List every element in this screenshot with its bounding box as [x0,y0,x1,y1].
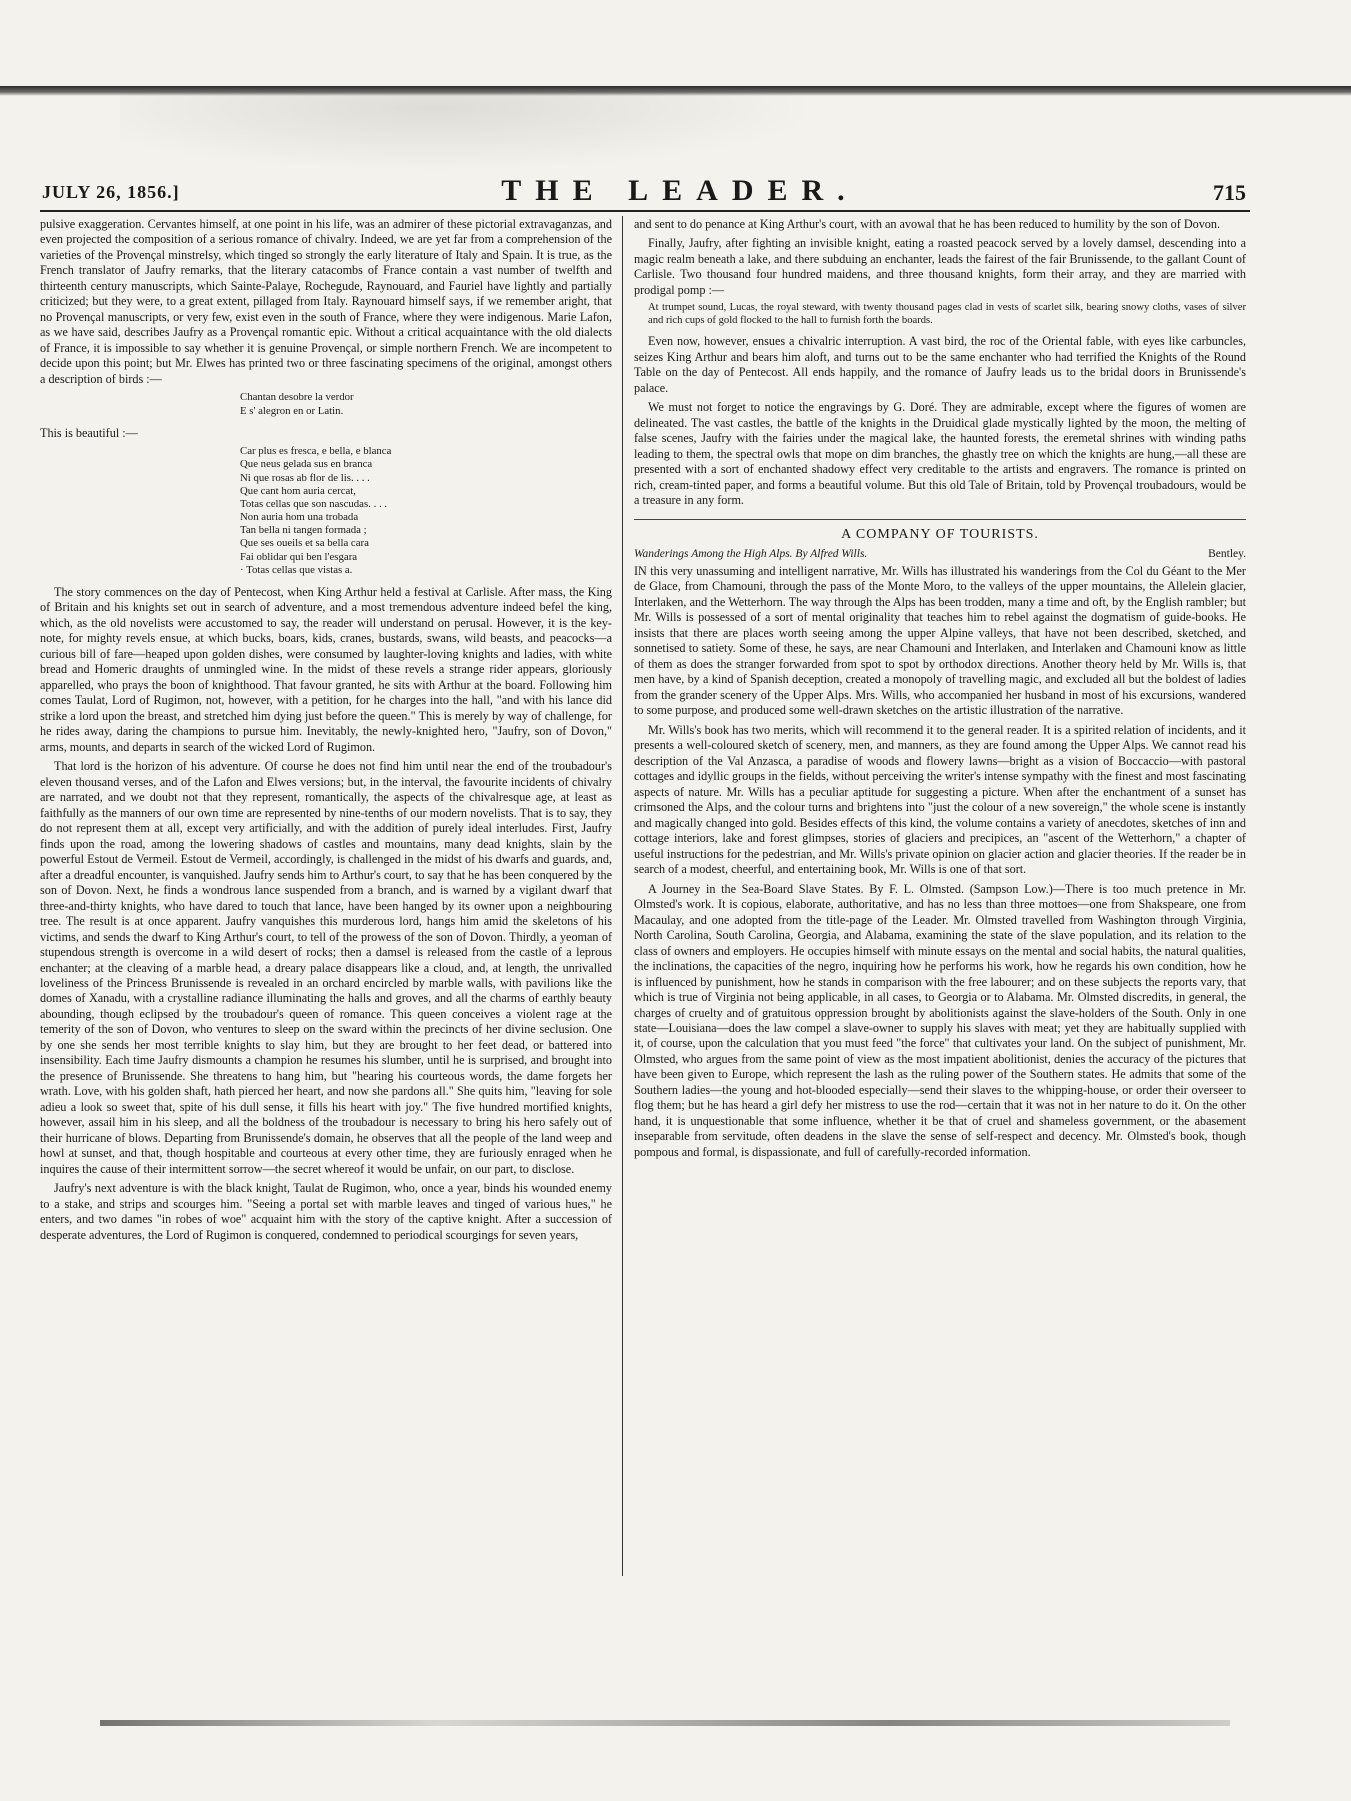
review-byline [634,547,1246,562]
verse-line: Chantan desobre la verdor [240,391,354,404]
issue-date: JULY 26, 1856.] [42,182,180,202]
paragraph: and sent to do penance at King Arthur's court, with an avowal that he has been reduced to humility by the son of Dovon. [634,217,1221,231]
paragraph: We must not forget to notice the engravings by G. Doré. They are admirable, except where the figures of women are delineated. The vast castles, the battle of the knights in the Druidical glade mystically lighted by the moon, the melting of false scenes, Jaufry with the fairies under the magical lake, the haunted forests, the eremetal shrines with winding paths leading to them, the spectral owls that mope on dim branches, the ghastly tree on which the knights are hung,—all these are presented with a sort of enchanted shadowy effect very creditable to the artists and engravers. The romance is printed on rich, cream-tinted paper, and forms a beautiful volume. But this old Tale of Britain, told by Provençal troubadours, would be a treasure in any form. [634,400,1246,508]
paragraph: A Journey in the Sea-Board Slave States. By F. L. Olmsted. (Sampson Low.)—There is too much pretence in Mr. Olmsted's work. It is copious, elaborate, authoritative, and has no less than three mottoes—one from Shakspeare, one from Macaulay, and one adopted from the title-page of the Leader. Mr. Olmsted travelled from Washington through Virginia, North Carolina, South Carolina, Georgia, and Alabama, examining the state of the slave population, and its relation to the class of owners and employers. He occupies himself with minute essays on the mental and social habits, the natural qualities, the inclinations, the capacities of the negro, inquiring how he performs his work, how he regards his own condition, how he is influenced by punishment, how he stands in comparison with the free labourer; and on these subjects the reports vary, that which is true of Virginia not being applicable, in all cases, to Georgia or to Alabama. Mr. Olmsted discredits, in general, the charges of cruelty and of gratuitous oppression brought by abolitionists against the slave-holders of the South. Only in one state—Louisiana—does the law compel a slave-owner to supply his slaves with meat; yet they are habitually supplied with it, of course, upon the calculation that you must feed "the force" that cultivates your land. On the subject of punishment, Mr. Olmsted, who argues from the same point of view as the most impatient abolitionist, denies the accuracy of the pictures that have been given to Europe, which represent the lash as the ruling power of the Southern states. He admits that some of the Southern ladies—the young and hot-blooded especially—send their slaves to the whipping-house, or order their overseer to flog them; but he has heard a girl defy her mistress to use the rod—certain that it was not in her nature to do it. On the other hand, it is unquestionable that some influence, whether it be that of cruel and shameless government, or the abasement inseparable from servitude, often deadens in the slave the sense of self-respect and decency. Mr. Olmsted's book, though pompous and formal, is dispassionate, and full of carefully-recorded information. [634,881,1246,1159]
block-quote: At trumpet sound, Lucas, the royal steward, with twenty thousand pages clad in vests of scarlet silk, bearing snowy cloths, vases of silver and rich cups of gold flocked to the hall to furnish forth the boards. [648,302,1246,327]
paragraph: This is beautiful :— [40,425,138,440]
review-book-title: Wanderings Among the High Alps. By Alfred Wills. [634,548,868,561]
verse-line: Que neus gelada sus en branca [240,458,373,471]
verse-line: Non auria hom una trobada [240,511,359,524]
page-number: 715 [1213,180,1246,205]
verse-line: Fai oblidar qui ben l'esgara [240,550,358,563]
verse-line: E s' alegron en or Latin. [240,404,344,417]
verse-line: · Totas cellas que vistas a. [240,563,353,576]
paragraph: Mr. Wills's book has two merits, which will recommend it to the general reader. It is a spirited relation of incidents, and it presents a well-coloured sketch of scenery, men, and manners, as they are found among the Upper Alps. We cannot read his description of the Val Anzasca, a paradise of woods and flowery lawns—bright as a vision of Boccaccio—with pastoral cottages and idyllic groups in the fields, without perceiving the writer's intense sympathy with the finest and most fascinating aspects of nature. Mr. Wills has a peculiar aptitude for suggesting a picture. When after the enchantment of a sunset has crimsoned the Alps, and the colour turns and brightens into "just the colour of a new sovereign," the whole scene is instantly and magically changed into gold. Besides effects of this kind, the volume contains a variety of anecdotes, sketches of inn and cottage interiors, lake and forest glimpses, stories of glaciers and precipices, an "ascent of the Wetterhorn," a chapter of useful instructions for the pedestrian, and Mr. Wills's private opinion on glacier action and glacier theories. If the reader be in search of a modest, cheerful, and entertaining book, Mr. Wills is one of that sort. [634,722,1246,877]
scan-bottom-mark [100,1720,1230,1726]
left-column [40,217,612,1247]
paragraph: pulsive exaggeration. Cervantes himself, at one point in his life, was an admirer of these pictorial extravaganzas, and even projected the composition of a serious romance of chivalry. Indeed, we are yet far from a comprehension of the varieties of the Provençal minstrelsy, which tinged so strongly the early literature of Italy and Spain. It is true, as the French translator of Jaufry remarks, that the literary catacombs of France contain a vast number of twelfth and thirteenth century manuscripts, which Sainte-Palaye, Rochegude, Raynouard, and Fauriel have lightly and partially criticized; but they were, to a great extent, pillaged from Italy. Raynouard himself says, if we remember aright, that no Provençal manuscripts, or very few, exist even in the south of France, where they were indigenous. Marie Lafon, as we have said, describes Jaufry as a Provençal romantic epic. Without a critical acquaintance with the old dialects of France, it is impossible to say whether it is genuine Provençal, or simple northern French. We are incompetent to decide upon this point; but Mr. Elwes has printed two or three fascinating specimens of the original, amongst others a description of birds :— [40,217,612,386]
paragraph: The story commences on the day of Pentecost, when King Arthur held a festival at Carlisle. After mass, the King of Britain and his knights set out in search of adventure, and a most tremendous adventure indeed befel the king, which, as the old novelists were accustomed to say, the reader will understand on perusal. However, it is the key-note, for mighty revels ensue, at which bucks, boars, kids, cranes, bustards, swans, wild beasts, and peacocks—a curious bill of fare—heaped upon golden dishes, were consumed by laughter-loving knights and ladies, with white bread and Homeric draughts of unmingled wine. In the midst of these revels a strange rider appears, gloriously apparelled, who prays the boon of knighthood. That favour granted, he sits with Arthur at the board. Following him comes Taulat, Lord of Rugimon, not, however, with a petition, for he charges into the hall, "and with his lance did strike a lord upon the breast, and stretched him dying just before the queen." This is merely by way of challenge, for he rides away, daring the champions to pursue him. Inevitably, the newly-knighted hero, "Jaufry, son of Dovon," arms, mounts, and departs in search of the wicked Lord of Rugimon. [40,584,612,754]
paragraph: That lord is the horizon of his adventure. Of course he does not find him until near the end of the troubadour's eleven thousand verses, and of the Lafon and Elwes versions; but, in the interval, the favourite incidents of chivalry are narrated, and we doubt not that they represent, romantically, the aspects of the chivalresque age, at least as faithfully as the manners of our own time are represented by nine-tenths of our modern novelists. That is to say, they do not represent them at all, except very artificially, and with the addition of purely ideal interludes. First, Jaufry finds upon the road, among the lowering shadows of castles and mountains, many dead knights, slain by the powerful Estout de Vermeil. Estout de Vermeil, accordingly, is challenged in the midst of his dwarfs and guards, and, after a dreadful encounter, is vanquished. Jaufry sends him to Arthur's court, to say that he has been conquered by the son of Dovon. Next, he finds a wondrous lance suspended from a branch, and is warned by a vigilant dwarf that three-and-thirty knights, who have dared to touch that lance, have been hanged by its owner upon a neighbouring tree. The result is at once apparent. Jaufry vanquishes this murderous lord, hangs him amid the skeletons of his victims, and sends the dwarf to King Arthur's court, to tell of the prowess of the son of Dovon. Thirdly, a yeoman of stupendous strength is overcome in a wild desert of rocks; then a damsel is released from the castle of a leprous enchanter; at the cleaving of a marble head, a dreary palace disappears like a cloud, and, at length, the unrivalled loveliness of the Princess Brunissende is revealed in an orchard encircled by marble walls, with pavilions like the domes of Xanadu, with a crystalline radiance illuminating the halls and groves, and all the charms of earthly beauty abounding, though eclipsed by the troubadour's queen of romance. This queen conceives a violent rage at the temerity of the son of Dovon, who ventures to sleep on the sward within the precincts of her divine seclusion. One by one she sends her most terrible knights to slay him, but they are brought to her feet dead, or battered into insensibility. Each time Jaufry dismounts a champion he resumes his slumber, until he is surprised, and brought into the presence of Brunissende. She threatens to hang him, but "hearing his courteous words, the dame forgets her wrath. Love, with his golden shaft, hath pierced her heart, and now she pardons all." She quits him, "leaving for sole adieu a look so sweet that, spite of his dull sense, it fills his heart with joy." The five hundred mortified knights, however, assail him in his sleep, and all the boldness of the troubadour is necessary to bring his hero safely out of their hurricane of blows. Departing from Brunissende's domain, he observes that all the people of the land weep and howl at sunset, and that, though hospitable and courteous at every other time, they are furiously enraged when he inquires the cause of their intermittent sorrow—the secret whereof it would be unfair, on our part, to disclose. [40,759,612,1176]
verse-line: Totas cellas que son nascudas. . . . [240,497,388,510]
verse-line: Tan bella ni tangen formada ; [240,524,367,537]
masthead [40,170,1250,212]
verse-line: Que ses oueils et sa bella cara [240,537,369,550]
paragraph: Jaufry's next adventure is with the black knight, Taulat de Rugimon, who, once a year, binds his wounded enemy to a stake, and strips and scourges him. "Seeing a portal set with marble leaves and tinged of various hues," he enters, and two dames "in robes of woe" acquaint him with the story of the captive knight. After a succession of desperate adventures, the Lord of Rugimon is conquered, condemned to periodical scourgings for seven years, [40,1181,612,1242]
review-publisher: Bentley. [1208,548,1246,561]
newspaper-title: THE LEADER. [501,174,859,207]
paragraph: Even now, however, ensues a chivalric interruption. A vast bird, the roc of the Oriental fable, with eyes like carbuncles, seizes King Arthur and bears him aloft, and turns out to be the same enchanter who had terrified the Knights of the Round Table on the day of Pentecost. All ends happily, and the romance of Jaufry leads us to the bridal doors in Brunissende's palace. [634,334,1246,395]
column-divider [622,216,623,1576]
verse-line: Car plus es fresca, e bella, e blanca [240,445,392,458]
verse-quote [240,445,612,577]
paragraph: Finally, Jaufry, after fighting an invisible knight, eating a roasted peacock served by a lovely damsel, descending into a magic realm beneath a lake, and there subduing an enchanter, leads the fairest of the fair Brunissende, to the gallant Count of Carlisle. Two thousand four hundred maidens, and three thousand knights, form their array, and they are married with prodigal pomp :— [634,236,1246,297]
paragraph: IN this very unassuming and intelligent narrative, Mr. Wills has illustrated his wanderings from the Col du Géant to the Mer de Glace, from Chamouni, through the pass of the Monte Moro, to the valleys of the upper mountains, the Allelein glacier, Interlaken, and the Wetterhorn. The way through the Alps has been trodden, many a time and oft, by the English rambler; but Mr. Wills is possessed of a sort of mental originality that teaches him to rebel against the dogmatism of guide-books. He insists that there are places worth seeing among the upper Alpine valleys, that have not been described, sketched, and sonnetised to satiety. Some of these, he says, are near Chamouni and Interlaken, and Interlaken and Chamouni know as little of them as does the stranger forwarded from spot to spot by orthodox directions. Another theory held by Mr. Wills is, that men have, by a kind of Spanish deception, created a monopoly of travelling magic, and excluded all but the boldest of ladies from the grander scenery of the Upper Alps. Mrs. Wills, who accompanied her husband in most of his excursions, wandered to some purpose, and produced some well-drawn sketches on the artistic illustration of the narrative. [634,563,1246,718]
verse-line: Que cant hom auria cercat, [240,484,357,497]
scan-smudge [120,92,820,172]
section-title: A COMPANY OF TOURISTS. [634,519,1246,544]
verse-line: Ni que rosas ab flor de lis. . . . [240,471,370,484]
verse-quote [240,391,612,417]
right-column [634,217,1246,1164]
